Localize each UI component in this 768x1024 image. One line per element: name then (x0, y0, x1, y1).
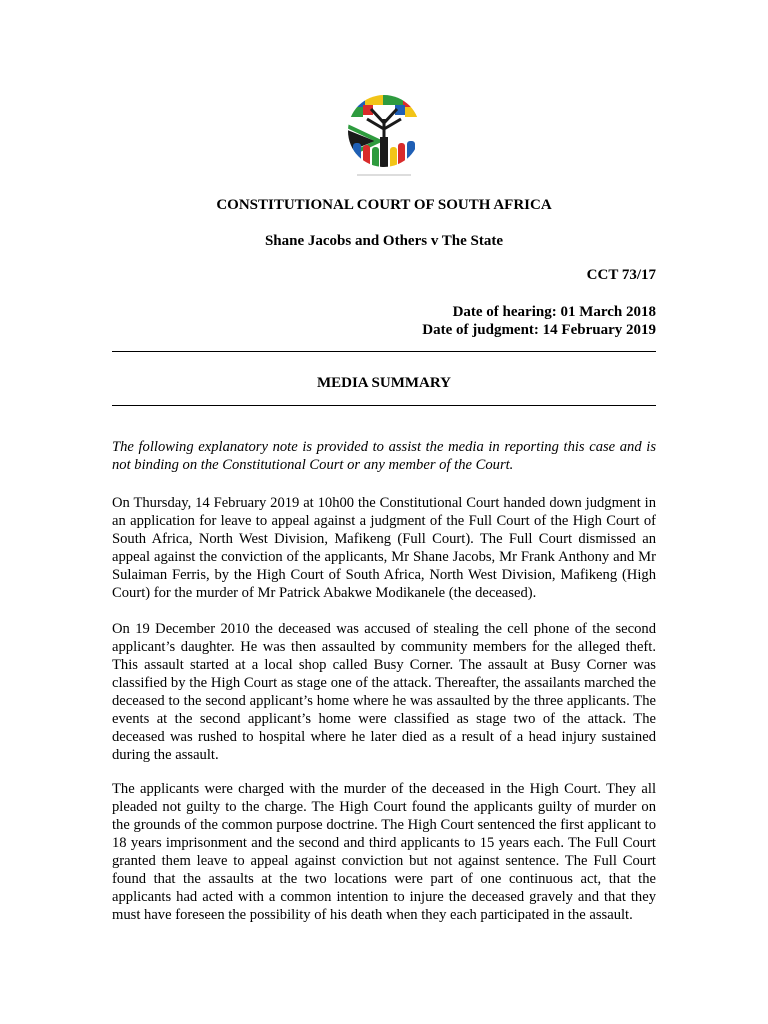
paragraph-3: The applicants were charged with the murder of the deceased in the High Court. They all pleaded not guilty to the charge. The High Court found the applicants guilty of murder on the grounds of the common purpose doctrine. The High Court sentenced the first applicant to 18 years imprisonment and the second and third applicants to 15 years each. The Full Court granted them leave to appeal against conviction but not against sentence. The Full Court found that the assaults at the two locations were part of one continuous act, that the applicants had acted with a common intention to injure the deceased gravely and that they must have foreseen the possibility of his death when they each participated in the assault. (112, 781, 656, 923)
divider-top (112, 351, 656, 352)
court-name: CONSTITUTIONAL COURT OF SOUTH AFRICA (216, 197, 552, 213)
paragraph-2: On 19 December 2010 the deceased was accused of stealing the cell phone of the second applicant’s daughter. He was then assaulted by community members for the alleged theft. This assault started at a local shop called Busy Corner. The assault at Busy Corner was classified by the High Court as stage one of the attack. Thereafter, the assailants marched the deceased to the second applicant’s home where he was assaulted by the three applicants. The events at the second applicant’s home were classified as stage two of the attack. The deceased was rushed to hospital where he later died as a result of a head injury sustained during the assault. (112, 621, 656, 763)
media-summary-heading: MEDIA SUMMARY (316, 375, 452, 391)
court-logo-icon (345, 89, 423, 179)
hearing-date: Date of hearing: 01 March 2018 (452, 304, 656, 320)
divider-bottom (112, 405, 656, 406)
paragraph-1: On Thursday, 14 February 2019 at 10h00 the Constitutional Court handed down judgment in an application for leave to appeal against a judgment of the Full Court of the High Court of South Africa, North West Division, Mafikeng (Full Court). The Full Court dismissed an appeal against the conviction of the applicants, Mr Shane Jacobs, Mr Frank Anthony and Mr Sulaiman Ferris, by the High Court of South Africa, North West Division, Mafikeng (High Court) for the murder of Mr Patrick Abakwe Modikanele (the deceased). (112, 495, 656, 601)
case-title: Shane Jacobs and Others v The State (264, 233, 504, 249)
disclaimer-paragraph: The following explanatory note is provided to assist the media in reporting this case and is not binding on the Constitutional Court or any member of the Court. (112, 439, 656, 473)
case-number: CCT 73/17 (586, 267, 656, 283)
judgment-date: Date of judgment: 14 February 2019 (422, 322, 656, 338)
